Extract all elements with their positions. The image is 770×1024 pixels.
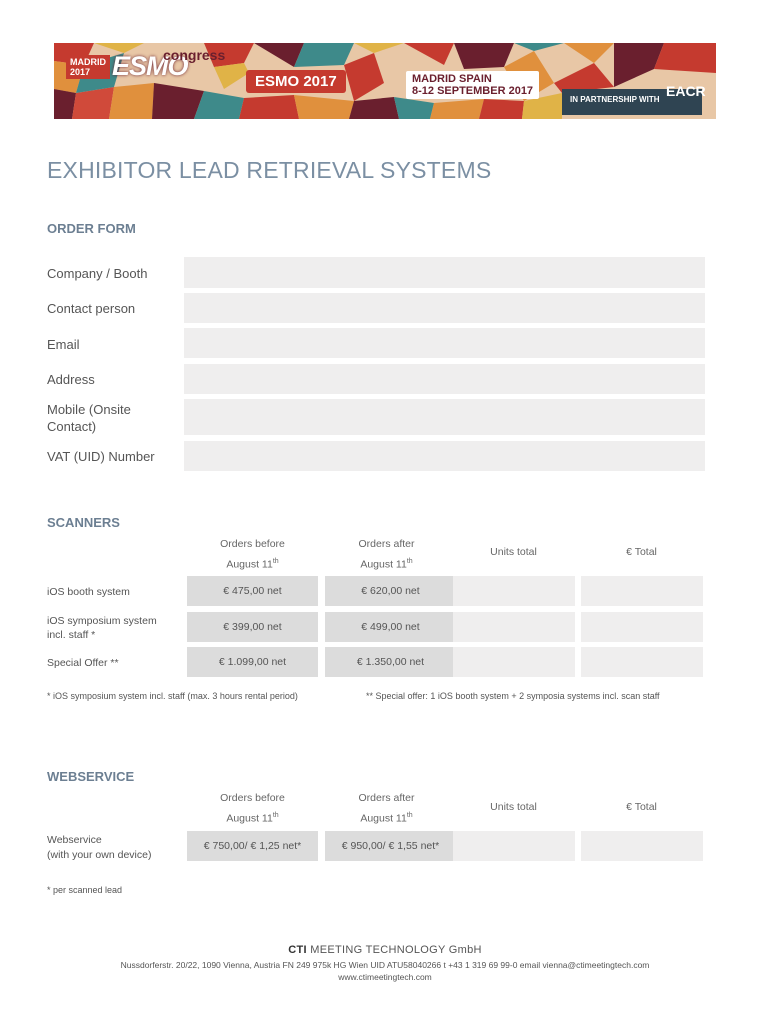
webservice-total-field[interactable]	[581, 831, 703, 861]
footer-company: CTI MEETING TECHNOLOGY GmbH	[288, 944, 482, 956]
webservice-price-before: € 750,00/ € 1,25 net*	[187, 831, 318, 861]
page-title: EXHIBITOR LEAD RETRIEVAL SYSTEMS	[47, 157, 492, 183]
webservice-heading: WEBSERVICE	[47, 769, 135, 784]
address-field[interactable]	[184, 364, 705, 394]
special-offer-price-before: € 1.099,00 net	[187, 647, 318, 677]
event-location-dates: MADRID SPAIN 8-12 SEPTEMBER 2017	[406, 71, 539, 99]
ios-booth-price-after: € 620,00 net	[325, 576, 456, 606]
scanners-footnote-1: * iOS symposium system incl. staff (max. 3 hours rental period)	[47, 691, 298, 701]
scanners-footnote-2: ** Special offer: 1 iOS booth system + 2 symposia systems incl. scan staff	[366, 691, 660, 701]
scanners-col-units: Units total	[490, 546, 537, 558]
ios-booth-units-field[interactable]	[453, 576, 575, 606]
special-offer-label: Special Offer **	[47, 657, 119, 669]
madrid-2017-badge: MADRID 2017	[66, 55, 110, 79]
esmo-2017-label: ESMO 2017	[246, 70, 346, 93]
webservice-footnote: * per scanned lead	[47, 885, 123, 895]
email-label: Email	[47, 337, 80, 352]
ios-booth-system-label: iOS booth system	[47, 586, 130, 598]
scanners-col-after: Orders after August 11th	[358, 538, 415, 571]
mobile-label: Mobile (Onsite Contact)	[47, 402, 131, 434]
company-booth-label: Company / Booth	[47, 266, 148, 281]
webservice-label: Webservice (with your own device)	[47, 834, 152, 861]
contact-person-label: Contact person	[47, 301, 136, 316]
scanners-col-total: € Total	[626, 546, 657, 558]
ios-symposium-units-field[interactable]	[453, 612, 575, 642]
special-offer-units-field[interactable]	[453, 647, 575, 677]
mobile-field[interactable]	[184, 399, 705, 435]
ios-symposium-price-after: € 499,00 net	[325, 612, 456, 642]
order-form-heading: ORDER FORM	[47, 221, 136, 236]
congress-label: congress	[163, 47, 226, 63]
special-offer-total-field[interactable]	[581, 647, 703, 677]
ios-booth-price-before: € 475,00 net	[187, 576, 318, 606]
ios-symposium-system-label: iOS symposium system incl. staff *	[47, 615, 157, 641]
scanners-heading: SCANNERS	[47, 515, 120, 530]
vat-number-label: VAT (UID) Number	[47, 449, 155, 464]
footer-address: Nussdorferstr. 20/22, 1090 Vienna, Austria FN 249 975k HG Wien UID ATU58040266 t +43 1 319 69 99-0 email vienna@ctimeetingtech.com	[120, 960, 650, 970]
esmo-logo: ESMO	[112, 51, 188, 81]
email-field[interactable]	[184, 328, 705, 358]
footer-website[interactable]: www.ctimeetingtech.com	[338, 972, 432, 982]
scanners-col-before: Orders before August 11th	[220, 538, 285, 571]
contact-person-field[interactable]	[184, 293, 705, 323]
webservice-units-field[interactable]	[453, 831, 575, 861]
congress-banner	[54, 43, 716, 119]
webservice-col-before: Orders before August 11th	[220, 792, 285, 825]
ios-symposium-price-before: € 399,00 net	[187, 612, 318, 642]
address-label: Address	[47, 372, 95, 387]
vat-number-field[interactable]	[184, 441, 705, 471]
webservice-col-total: € Total	[626, 801, 657, 813]
ios-symposium-total-field[interactable]	[581, 612, 703, 642]
partnership-label: IN PARTNERSHIP WITH	[562, 89, 702, 115]
webservice-col-after: Orders after August 11th	[358, 792, 415, 825]
webservice-price-after: € 950,00/ € 1,55 net*	[325, 831, 456, 861]
eacr-logo: EACR	[666, 83, 706, 99]
company-booth-field[interactable]	[184, 257, 705, 288]
ios-booth-total-field[interactable]	[581, 576, 703, 606]
special-offer-price-after: € 1.350,00 net	[325, 647, 456, 677]
webservice-col-units: Units total	[490, 801, 537, 813]
